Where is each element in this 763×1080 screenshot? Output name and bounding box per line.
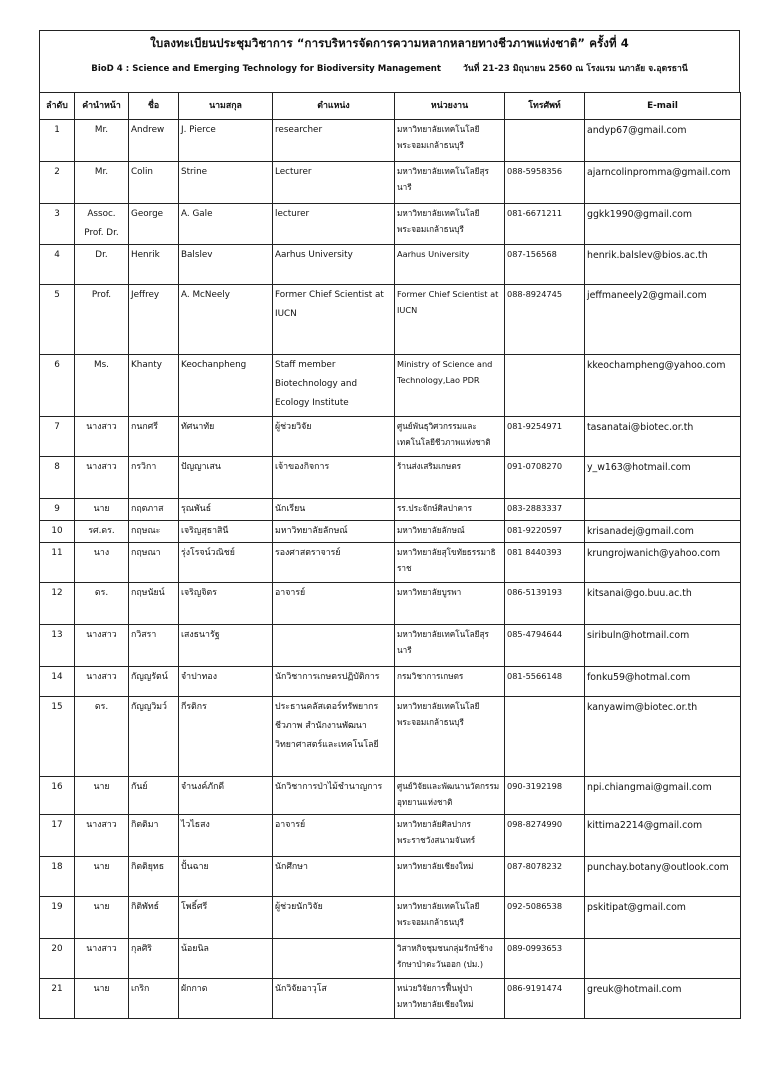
- row-last-name: A. McNeely: [179, 285, 273, 355]
- row-organization: มหาวิทยาลัยเทคโนโลยีสุรนารี: [395, 625, 505, 667]
- row-first-name: Jeffrey: [129, 285, 179, 355]
- row-email: krisanadej@gmail.com: [585, 521, 741, 543]
- row-phone: 081-6671211: [505, 204, 585, 245]
- row-number: 1: [40, 120, 75, 162]
- row-position: เจ้าของกิจการ: [273, 457, 395, 499]
- row-phone: 081-9254971: [505, 417, 585, 457]
- row-number: 15: [40, 697, 75, 777]
- row-phone: [505, 355, 585, 417]
- row-organization: Ministry of Science and Technology,Lao PDR: [395, 355, 505, 417]
- row-prefix: Assoc. Prof. Dr.: [75, 204, 129, 245]
- row-number: 7: [40, 417, 75, 457]
- row-email: henrik.balslev@bios.ac.th: [585, 245, 741, 285]
- row-phone: 083-2883337: [505, 499, 585, 521]
- row-phone: 081-5566148: [505, 667, 585, 697]
- row-first-name: Andrew: [129, 120, 179, 162]
- row-prefix: Mr.: [75, 162, 129, 204]
- row-first-name: กัญญวิมว์: [129, 697, 179, 777]
- row-last-name: รุณพันธ์: [179, 499, 273, 521]
- row-prefix: นางสาว: [75, 939, 129, 979]
- row-position: ผู้ช่วยนักวิจัย: [273, 897, 395, 939]
- row-first-name: กฤษณะ: [129, 521, 179, 543]
- document-header: [39, 30, 740, 92]
- row-position: ประธานคลัสเตอร์ทรัพยากรชีวภาพ สำนักงานพัฒนาวิทยาศาสตร์และเทคโนโลยี: [273, 697, 395, 777]
- row-prefix: Mr.: [75, 120, 129, 162]
- row-first-name: กิตติยุทธ: [129, 857, 179, 897]
- row-prefix: นาย: [75, 777, 129, 815]
- table-row: [40, 417, 741, 457]
- row-organization: รร.ประจักษ์ศิลปาคาร: [395, 499, 505, 521]
- row-email: jeffmaneely2@gmail.com: [585, 285, 741, 355]
- row-number: 14: [40, 667, 75, 697]
- row-prefix: นาง: [75, 543, 129, 583]
- table-row: [40, 499, 741, 521]
- row-phone: 091-0708270: [505, 457, 585, 499]
- row-prefix: ดร.: [75, 697, 129, 777]
- row-last-name: เจริญจิตร: [179, 583, 273, 625]
- row-number: 19: [40, 897, 75, 939]
- row-position: นักเรียน: [273, 499, 395, 521]
- row-first-name: Colin: [129, 162, 179, 204]
- row-number: 11: [40, 543, 75, 583]
- row-prefix: Prof.: [75, 285, 129, 355]
- row-phone: 090-3192198: [505, 777, 585, 815]
- table-row: [40, 939, 741, 979]
- row-number: 2: [40, 162, 75, 204]
- row-email: [585, 499, 741, 521]
- table-row: [40, 457, 741, 499]
- row-prefix: นาย: [75, 499, 129, 521]
- table-row: [40, 543, 741, 583]
- row-number: 6: [40, 355, 75, 417]
- col-header-email: E-mail: [585, 93, 741, 120]
- row-email: kanyawim@biotec.or.th: [585, 697, 741, 777]
- row-organization: มหาวิทยาลัยสุโขทัยธรรมาธิราช: [395, 543, 505, 583]
- row-position: Staff member Biotechnology and Ecology Institute: [273, 355, 395, 417]
- row-phone: 081 8440393: [505, 543, 585, 583]
- row-prefix: รศ.ดร.: [75, 521, 129, 543]
- row-prefix: Ms.: [75, 355, 129, 417]
- row-prefix: นางสาว: [75, 457, 129, 499]
- event-name: BioD 4 : Science and Emerging Technology for Biodiversity Management: [91, 64, 442, 74]
- row-position: lecturer: [273, 204, 395, 245]
- row-first-name: เกริก: [129, 979, 179, 1019]
- row-prefix: นาย: [75, 897, 129, 939]
- row-last-name: เจริญสุธาสินี: [179, 521, 273, 543]
- row-last-name: เสงธนารัฐ: [179, 625, 273, 667]
- row-first-name: กฤษณา: [129, 543, 179, 583]
- row-first-name: กิติพัทธ์: [129, 897, 179, 939]
- row-position: ผู้ช่วยวิจัย: [273, 417, 395, 457]
- row-number: 4: [40, 245, 75, 285]
- table-row: [40, 162, 741, 204]
- row-organization: กรมวิชาการเกษตร: [395, 667, 505, 697]
- row-phone: 087-156568: [505, 245, 585, 285]
- row-phone: 088-5958356: [505, 162, 585, 204]
- row-first-name: กนกศรี: [129, 417, 179, 457]
- row-email: y_w163@hotmail.com: [585, 457, 741, 499]
- row-position: นักวิชาการเกษตรปฏิบัติการ: [273, 667, 395, 697]
- row-first-name: Khanty: [129, 355, 179, 417]
- row-email: ggkk1990@gmail.com: [585, 204, 741, 245]
- row-number: 3: [40, 204, 75, 245]
- table-row: [40, 583, 741, 625]
- row-prefix: Dr.: [75, 245, 129, 285]
- row-position: รองศาสตราจารย์: [273, 543, 395, 583]
- row-prefix: นางสาว: [75, 815, 129, 857]
- row-last-name: จำนงค์ภักดี: [179, 777, 273, 815]
- col-header-prefix: คำนำหน้า: [75, 93, 129, 120]
- row-first-name: กวิสรา: [129, 625, 179, 667]
- row-first-name: กฤษนัยน์: [129, 583, 179, 625]
- col-header-organization: หน่วยงาน: [395, 93, 505, 120]
- row-number: 18: [40, 857, 75, 897]
- row-email: siribuln@hotmail.com: [585, 625, 741, 667]
- row-email: pskitipat@gmail.com: [585, 897, 741, 939]
- row-phone: 089-0993653: [505, 939, 585, 979]
- col-header-position: ตำแหน่ง: [273, 93, 395, 120]
- row-position: อาจารย์: [273, 815, 395, 857]
- row-organization: ร้านส่งเสริมเกษตร: [395, 457, 505, 499]
- document-title: ใบลงทะเบียนประชุมวิชาการ “การบริหารจัดการความหลากหลายทางชีวภาพแห่งชาติ” ครั้งที่ 4: [150, 36, 629, 50]
- row-first-name: กันย์: [129, 777, 179, 815]
- row-last-name: ทัศนาทัย: [179, 417, 273, 457]
- row-number: 16: [40, 777, 75, 815]
- row-number: 12: [40, 583, 75, 625]
- row-first-name: กรวิกา: [129, 457, 179, 499]
- row-position: Aarhus University: [273, 245, 395, 285]
- col-header-last-name: นามสกุล: [179, 93, 273, 120]
- row-phone: 088-8924745: [505, 285, 585, 355]
- row-email: [585, 939, 741, 979]
- table-row: [40, 245, 741, 285]
- row-organization: ศูนย์วิจัยและพัฒนานวัตกรรมอุทยานแห่งชาติ: [395, 777, 505, 815]
- row-organization: มหาวิทยาลัยศิลปากร พระราชวังสนามจันทร์: [395, 815, 505, 857]
- row-number: 8: [40, 457, 75, 499]
- row-email: andyp67@gmail.com: [585, 120, 741, 162]
- row-organization: มหาวิทยาลัยเทคโนโลยีสุรนารี: [395, 162, 505, 204]
- row-organization: Former Chief Scientist at IUCN: [395, 285, 505, 355]
- row-last-name: Keochanpheng: [179, 355, 273, 417]
- row-organization: มหาวิทยาลัยเทคโนโลยีพระจอมเกล้าธนบุรี: [395, 697, 505, 777]
- row-email: fonku59@hotmal.com: [585, 667, 741, 697]
- row-last-name: Strine: [179, 162, 273, 204]
- table-body: [40, 120, 741, 1019]
- row-email: npi.chiangmai@gmail.com: [585, 777, 741, 815]
- event-date-venue: วันที่ 21-23 มิถุนายน 2560 ณ โรงแรม นภาลัย จ.อุดรธานี: [463, 64, 688, 74]
- table-row: [40, 857, 741, 897]
- row-prefix: ดร.: [75, 583, 129, 625]
- row-last-name: J. Pierce: [179, 120, 273, 162]
- row-phone: [505, 697, 585, 777]
- table-row: [40, 120, 741, 162]
- row-organization: วิสาหกิจชุมชนกลุ่มรักษ์ช้างรักษาป่าตะวันออก (ปม.): [395, 939, 505, 979]
- row-organization: มหาวิทยาลัยเทคโนโลยีพระจอมเกล้าธนบุรี: [395, 120, 505, 162]
- row-email: krungrojwanich@yahoo.com: [585, 543, 741, 583]
- row-prefix: นาย: [75, 979, 129, 1019]
- row-phone: 085-4794644: [505, 625, 585, 667]
- col-header-phone: โทรศัพท์: [505, 93, 585, 120]
- row-organization: มหาวิทยาลัยลักษณ์: [395, 521, 505, 543]
- row-last-name: Balslev: [179, 245, 273, 285]
- row-last-name: โพธิ์ศรี: [179, 897, 273, 939]
- row-organization: มหาวิทยาลัยเทคโนโลยีพระจอมเกล้าธนบุรี: [395, 204, 505, 245]
- row-email: kkeochampheng@yahoo.com: [585, 355, 741, 417]
- row-email: tasanatai@biotec.or.th: [585, 417, 741, 457]
- row-number: 17: [40, 815, 75, 857]
- row-position: นักวิจัยอาวุโส: [273, 979, 395, 1019]
- table-row: [40, 625, 741, 667]
- row-organization: มหาวิทยาลัยเทคโนโลยีพระจอมเกล้าธนบุรี: [395, 897, 505, 939]
- row-phone: 092-5086538: [505, 897, 585, 939]
- row-position: มหาวิทยาลัยลักษณ์: [273, 521, 395, 543]
- row-organization: หน่วยวิจัยการฟื้นฟูป่า มหาวิทยาลัยเชียงใหม่: [395, 979, 505, 1019]
- row-position: researcher: [273, 120, 395, 162]
- row-email: punchay.botany@outlook.com: [585, 857, 741, 897]
- table-row: [40, 204, 741, 245]
- row-email: kittima2214@gmail.com: [585, 815, 741, 857]
- row-last-name: ผักกาด: [179, 979, 273, 1019]
- row-organization: Aarhus University: [395, 245, 505, 285]
- row-phone: 098-8274990: [505, 815, 585, 857]
- row-prefix: นางสาว: [75, 667, 129, 697]
- row-number: 13: [40, 625, 75, 667]
- table-row: [40, 815, 741, 857]
- table-row: [40, 777, 741, 815]
- row-phone: 081-9220597: [505, 521, 585, 543]
- row-prefix: นางสาว: [75, 625, 129, 667]
- table-header-row: [40, 93, 741, 120]
- row-prefix: นาย: [75, 857, 129, 897]
- document-subtitle: [40, 61, 739, 75]
- row-position: อาจารย์: [273, 583, 395, 625]
- row-first-name: กุลศิริ: [129, 939, 179, 979]
- row-first-name: Henrik: [129, 245, 179, 285]
- row-last-name: รุ่งโรจน์วณิชย์: [179, 543, 273, 583]
- row-last-name: A. Gale: [179, 204, 273, 245]
- row-organization: มหาวิทยาลัยบูรพา: [395, 583, 505, 625]
- col-header-no: ลำดับ: [40, 93, 75, 120]
- row-first-name: กัญญรัตน์: [129, 667, 179, 697]
- table-row: [40, 521, 741, 543]
- row-email: kitsanai@go.buu.ac.th: [585, 583, 741, 625]
- row-last-name: ปัญญาเสน: [179, 457, 273, 499]
- row-position: Lecturer: [273, 162, 395, 204]
- row-organization: มหาวิทยาลัยเชียงใหม่: [395, 857, 505, 897]
- row-phone: 087-8078232: [505, 857, 585, 897]
- row-first-name: กฤตภาส: [129, 499, 179, 521]
- row-phone: 086-9191474: [505, 979, 585, 1019]
- row-last-name: น้อยนิล: [179, 939, 273, 979]
- registration-sheet: [39, 30, 740, 1019]
- row-last-name: จำปาทอง: [179, 667, 273, 697]
- row-last-name: กีรติกร: [179, 697, 273, 777]
- table-row: [40, 355, 741, 417]
- row-position: นักวิชาการป่าไม้ชำนาญการ: [273, 777, 395, 815]
- table-row: [40, 979, 741, 1019]
- row-number: 20: [40, 939, 75, 979]
- row-last-name: ไวไธสง: [179, 815, 273, 857]
- row-number: 21: [40, 979, 75, 1019]
- row-first-name: George: [129, 204, 179, 245]
- row-number: 9: [40, 499, 75, 521]
- table-row: [40, 697, 741, 777]
- table-row: [40, 897, 741, 939]
- row-email: ajarncolinpromma@gmail.com: [585, 162, 741, 204]
- row-prefix: นางสาว: [75, 417, 129, 457]
- table-row: [40, 667, 741, 697]
- col-header-first-name: ชื่อ: [129, 93, 179, 120]
- row-position: [273, 625, 395, 667]
- row-number: 10: [40, 521, 75, 543]
- row-position: Former Chief Scientist at IUCN: [273, 285, 395, 355]
- row-position: นักศึกษา: [273, 857, 395, 897]
- row-email: greuk@hotmail.com: [585, 979, 741, 1019]
- row-phone: [505, 120, 585, 162]
- table-row: [40, 285, 741, 355]
- row-last-name: ปั้นฉาย: [179, 857, 273, 897]
- row-organization: ศูนย์พันธุวิศวกรรมและเทคโนโลยีชีวภาพแห่งชาติ: [395, 417, 505, 457]
- row-phone: 086-5139193: [505, 583, 585, 625]
- registration-table: [39, 92, 741, 1019]
- row-position: [273, 939, 395, 979]
- row-first-name: กิตติมา: [129, 815, 179, 857]
- row-number: 5: [40, 285, 75, 355]
